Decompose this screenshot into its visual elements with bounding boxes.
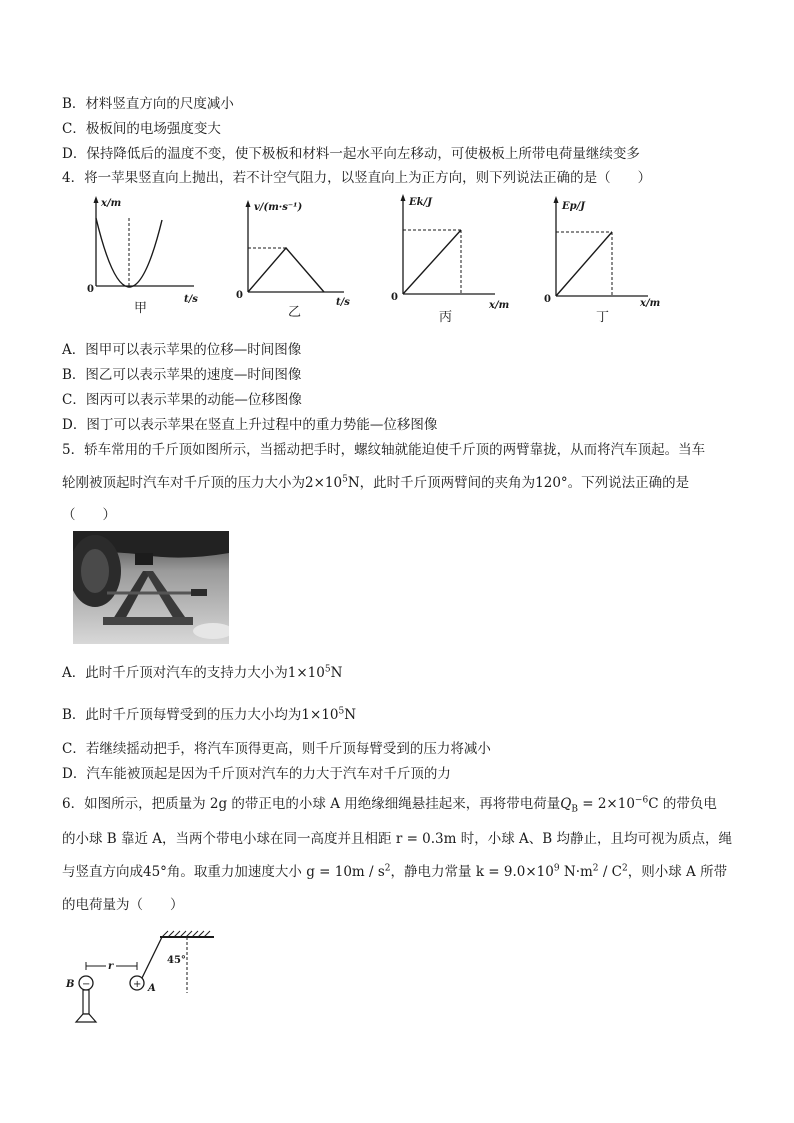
graph-bing-xlabel: x/m <box>489 300 510 311</box>
graph-jia-name: 甲 <box>134 301 148 316</box>
q5-option-b: B．此时千斤顶每臂受到的压力大小均为$1\times 10^5N$ <box>62 706 357 723</box>
graph-yi-ylabel: v/(m·s⁻¹) <box>254 202 303 213</box>
graph-ding <box>544 190 674 324</box>
q5-option-a: A．此时千斤顶对汽车的支持力大小为$1\times 10^5N$ <box>62 664 343 681</box>
graph-jia <box>84 190 214 324</box>
ball-b-label: B <box>66 979 75 990</box>
q4-option-c: C．图丙可以表示苹果的动能—位移图像 <box>62 392 302 408</box>
q4-stem: 4．将一苹果竖直向上抛出，若不计空气阻力，以竖直向上为正方向，则下列说法正确的是（ ） <box>62 170 652 186</box>
graph-ding-name: 丁 <box>596 310 610 325</box>
charged-balls-figure <box>62 925 232 1030</box>
graph-ding-xlabel: x/m <box>640 298 661 309</box>
q4-option-b: B．图乙可以表示苹果的速度—时间图像 <box>62 367 302 383</box>
q5-stem-line2: 轮刚被顶起时汽车对千斤顶的压力大小为$2\times 10^5N$，此时千斤顶两臂间的夹角为120°。下列说法正确的是 <box>62 474 690 491</box>
q5-option-c: C．若继续摇动把手，将汽车顶得更高，则千斤顶每臂受到的压力将减小 <box>62 741 491 757</box>
graph-yi-origin: 0 <box>236 290 243 301</box>
graph-yi-name: 乙 <box>288 305 302 320</box>
q6-stem-line1: 6．如图所示，把质量为 2g 的带正电的小球 A 用绝缘细绳悬挂起来，再将带电荷量$Q_B = 2\times 10^{-6}C$ 的带负电 <box>62 795 717 815</box>
graph-yi <box>236 190 366 324</box>
graph-jia-xlabel: t/s <box>184 294 198 305</box>
q6-stem-line2: 的小球 B 靠近 A，当两个带电小球在同一高度并且相距 r = 0.3m 时，小球 A、B 均静止，且均可视为质点，绳 <box>62 831 732 847</box>
graph-bing <box>391 190 521 324</box>
graph-bing-origin: 0 <box>391 292 398 303</box>
q6-stem-line3: 与竖直方向成45°角。取重力加速度大小 $g = 10m / s^2$，静电力常量 $k = 9.0\times 10^9$ $N\cdot m^2 / C^2$，则小球 A 所带 <box>62 863 728 880</box>
graph-bing-ylabel: Ek/J <box>409 197 432 208</box>
q4-option-a: A．图甲可以表示苹果的位移—时间图像 <box>62 342 302 358</box>
ball-a-sign: + <box>133 979 142 990</box>
q3-option-c: C．极板间的电场强度变大 <box>62 121 221 137</box>
ball-b-sign: − <box>82 979 91 990</box>
q4-option-d: D．图丁可以表示苹果在竖直上升过程中的重力势能—位移图像 <box>62 417 438 433</box>
distance-r-label: r <box>108 961 114 972</box>
graph-bing-name: 丙 <box>439 310 453 325</box>
graph-ding-origin: 0 <box>544 294 551 305</box>
q3-option-b: B．材料竖直方向的尺度减小 <box>62 96 234 112</box>
graph-jia-ylabel: x/m <box>101 198 122 209</box>
ball-a-label: A <box>148 983 156 994</box>
graph-jia-origin: 0 <box>87 284 94 295</box>
car-jack-photo <box>73 531 229 644</box>
q6-stem-line4: 的电荷量为（ ） <box>62 897 184 913</box>
q5-stem-line1: 5．轿车常用的千斤顶如图所示，当摇动把手时，螺纹轴就能迫使千斤顶的两臂靠拢，从而将汽车顶起。当车 <box>62 442 706 458</box>
graph-yi-xlabel: t/s <box>336 297 350 308</box>
q5-option-d: D．汽车能被顶起是因为千斤顶对汽车的力大于汽车对千斤顶的力 <box>62 766 451 782</box>
graph-ding-ylabel: Ep/J <box>562 201 585 212</box>
angle-label: 45° <box>167 955 186 966</box>
q3-option-d: D．保持降低后的温度不变，使下极板和材料一起水平向左移动，可使极板上所带电荷量继续变多 <box>62 146 640 162</box>
q5-stem-line3: （ ） <box>62 507 116 523</box>
